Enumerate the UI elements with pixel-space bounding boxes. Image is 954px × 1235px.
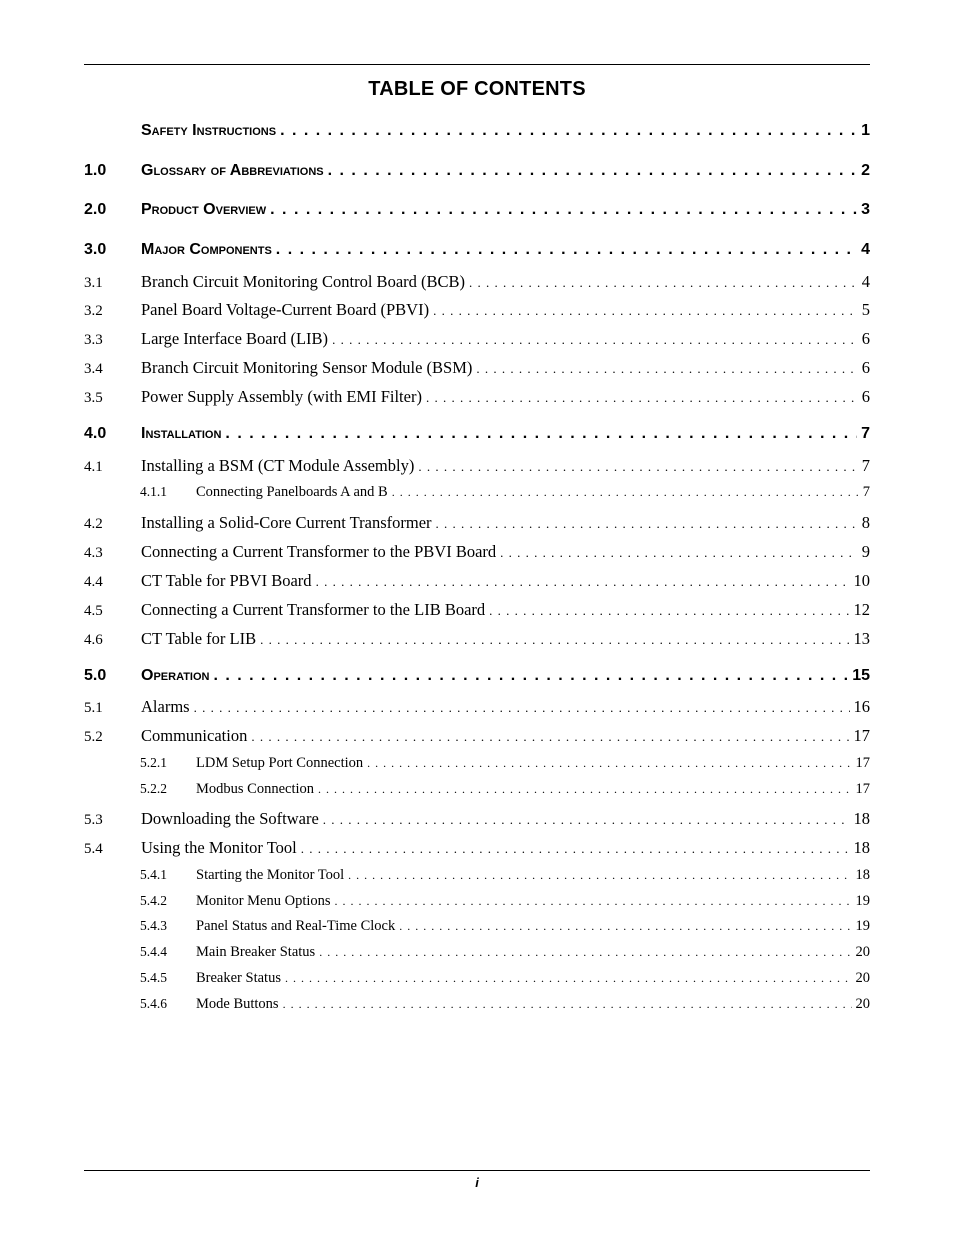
toc-entry[interactable] [84, 944, 870, 961]
dot-leader [399, 919, 851, 934]
toc-entry-page: 17 [855, 781, 870, 797]
toc-entry-page: 1 [861, 122, 870, 139]
dot-leader [426, 390, 858, 406]
toc-entry-title: Alarms [141, 697, 190, 716]
toc-entry-number: 5.0 [84, 667, 107, 684]
toc-entry-number: 5.2.1 [140, 755, 167, 770]
toc-entry-page: 6 [861, 358, 870, 377]
toc-entry-number: 4.1.1 [140, 484, 167, 499]
toc-entry-page: 3 [861, 201, 870, 218]
toc-entry-number: 2.0 [84, 201, 107, 218]
dot-leader [285, 971, 852, 986]
toc-entry-page: 20 [855, 970, 870, 986]
toc-entry[interactable] [84, 667, 870, 685]
toc-entry-title: Power Supply Assembly (with EMI Filter) [141, 387, 422, 406]
toc-entry[interactable] [84, 726, 870, 746]
page-number: i [475, 1175, 479, 1190]
toc-entry-number: 4.4 [84, 574, 103, 590]
toc-entry-page: 19 [855, 893, 870, 909]
toc-entry-number: 3.4 [84, 361, 103, 377]
toc-entry-title: Panel Status and Real-Time Clock [196, 918, 396, 934]
toc-entry[interactable] [84, 571, 870, 591]
toc-entry-page: 17 [853, 726, 870, 745]
toc-entry-title: CT Table for LIB [141, 629, 257, 648]
toc-entry[interactable] [84, 122, 870, 140]
dot-leader [476, 361, 857, 377]
toc-entry[interactable] [84, 629, 870, 649]
toc-entry[interactable] [84, 358, 870, 378]
toc-entry-number: 5.4.3 [140, 918, 167, 933]
toc-entry-number: 4.6 [84, 632, 103, 648]
toc-entry-page: 7 [862, 484, 870, 500]
toc-entry-title: Branch Circuit Monitoring Sensor Module (BSM) [141, 358, 473, 377]
toc-entry-page: 6 [861, 387, 870, 406]
toc-entry-page: 2 [861, 162, 870, 179]
toc-entry-title: CT Table for PBVI Board [141, 571, 312, 590]
dot-leader [436, 516, 858, 532]
toc-entry-title: Glossary of Abbreviations [141, 162, 324, 179]
toc-entry-page: 7 [861, 425, 870, 442]
toc-entry-title: Large Interface Board (LIB) [141, 329, 329, 348]
toc-entry-number: 3.5 [84, 390, 103, 406]
dot-leader [489, 603, 849, 619]
dot-leader [332, 332, 858, 348]
toc-entry-title: Starting the Monitor Tool [196, 867, 345, 883]
toc-entry[interactable] [84, 918, 870, 935]
toc-entry-title: Safety Instructions [141, 122, 277, 139]
toc-entry-number: 4.2 [84, 516, 103, 532]
toc-entry-page: 6 [861, 329, 870, 348]
toc-entry-title: Breaker Status [196, 970, 281, 986]
toc-entry-title: Main Breaker Status [196, 944, 316, 960]
dot-leader [335, 894, 852, 909]
toc-entry[interactable] [84, 162, 870, 180]
toc-entry[interactable] [84, 387, 870, 407]
toc-entry-number: 4.0 [84, 425, 107, 442]
toc-entry-page: 18 [853, 838, 870, 857]
toc-entry-page: 4 [861, 272, 870, 291]
dot-leader [469, 275, 858, 291]
toc-entry[interactable] [84, 867, 870, 884]
toc-entry[interactable] [84, 996, 870, 1013]
dot-leader [251, 729, 849, 745]
toc-entry-title: Mode Buttons [196, 996, 279, 1012]
dot-leader [213, 667, 848, 685]
toc-entry-page: 12 [853, 600, 870, 619]
toc-entry-title: Using the Monitor Tool [141, 838, 297, 857]
toc-entry-number: 3.3 [84, 332, 103, 348]
toc-entry-number: 5.4.2 [140, 893, 167, 908]
toc-entry-title: Monitor Menu Options [196, 893, 331, 909]
dot-leader [367, 756, 851, 771]
toc-entry-title: Installing a BSM (CT Module Assembly) [141, 456, 415, 475]
toc-entry[interactable] [84, 838, 870, 858]
dot-leader [225, 425, 857, 443]
dot-leader [392, 485, 859, 500]
toc-entry-number: 5.1 [84, 700, 103, 716]
dot-leader [318, 782, 851, 797]
dot-leader [433, 303, 858, 319]
toc-entry-number: 3.0 [84, 241, 107, 258]
toc-entry[interactable] [84, 201, 870, 219]
toc-entry-title: LDM Setup Port Connection [196, 755, 364, 771]
toc-entry[interactable] [84, 970, 870, 987]
dot-leader [500, 545, 858, 561]
toc-entry-number: 5.2.2 [140, 781, 167, 796]
toc-entry[interactable] [84, 600, 870, 620]
toc-entry[interactable] [84, 425, 870, 443]
dot-leader [260, 632, 849, 648]
toc-entry-page: 7 [861, 456, 870, 475]
dot-leader [418, 459, 857, 475]
dot-leader [323, 812, 850, 828]
toc-entry-title: Installation [141, 425, 222, 442]
toc-entry-page: 20 [855, 996, 870, 1012]
toc-entry[interactable] [84, 484, 870, 501]
toc-entry-page: 9 [861, 542, 870, 561]
toc-entry-number: 5.4 [84, 841, 103, 857]
toc-entry[interactable] [84, 300, 870, 320]
toc-entry-page: 10 [853, 571, 870, 590]
toc-entry[interactable] [84, 513, 870, 533]
toc-entry-title: Installing a Solid-Core Current Transformer [141, 513, 432, 532]
toc-entry[interactable] [84, 697, 870, 717]
toc-entry[interactable] [84, 542, 870, 562]
toc-entry[interactable] [84, 755, 870, 772]
toc-entry-title: Communication [141, 726, 248, 745]
toc-entry-title: Connecting a Current Transformer to the LIB Board [141, 600, 486, 619]
toc-entry[interactable] [84, 329, 870, 349]
toc-entry-title: Branch Circuit Monitoring Control Board (BCB) [141, 272, 466, 291]
dot-leader [194, 700, 850, 716]
toc-entry-title: Downloading the Software [141, 809, 319, 828]
toc-entry-number: 5.2 [84, 729, 103, 745]
toc-entry-number: 5.3 [84, 812, 103, 828]
toc-entry-title: Panel Board Voltage-Current Board (PBVI) [141, 300, 430, 319]
dot-leader [276, 241, 857, 259]
page-title: TABLE OF CONTENTS [368, 78, 586, 100]
toc-entry-title: Connecting a Current Transformer to the PBVI Board [141, 542, 497, 561]
toc-entry-title: Modbus Connection [196, 781, 315, 797]
toc-entry[interactable] [84, 809, 870, 829]
dot-leader [348, 868, 851, 883]
toc-entry-number: 4.5 [84, 603, 103, 619]
toc-entry-page: 15 [852, 667, 870, 684]
toc-entry-page: 18 [855, 867, 870, 883]
toc-entry-number: 1.0 [84, 162, 107, 179]
toc-entry[interactable] [84, 893, 870, 910]
toc-entry-page: 8 [861, 513, 870, 532]
dot-leader [316, 574, 850, 590]
toc-entry-page: 4 [861, 241, 870, 258]
toc-entry-number: 3.2 [84, 303, 103, 319]
toc-entry-number: 5.4.6 [140, 996, 167, 1011]
toc-entry-page: 17 [855, 755, 870, 771]
dot-leader [301, 841, 850, 857]
toc-entry-number: 3.1 [84, 275, 103, 291]
toc-entry[interactable] [84, 781, 870, 798]
toc-entry[interactable] [84, 456, 870, 476]
dot-leader [280, 122, 857, 140]
toc-entry-page: 13 [853, 629, 870, 648]
toc-entry-page: 20 [855, 944, 870, 960]
toc-entry-page: 19 [855, 918, 870, 934]
dot-leader [328, 162, 857, 180]
toc-entry-number: 4.3 [84, 545, 103, 561]
toc-entry-number: 5.4.4 [140, 944, 167, 959]
toc-entry[interactable] [84, 241, 870, 259]
toc-entry-title: Operation [141, 667, 210, 684]
footer-rule [84, 1170, 870, 1171]
toc-entry[interactable] [84, 272, 870, 292]
toc-entry-number: 5.4.1 [140, 867, 167, 882]
toc-entry-title: Connecting Panelboards A and B [196, 484, 388, 500]
toc-entry-title: Product Overview [141, 201, 267, 218]
dot-leader [319, 945, 851, 960]
dot-leader [270, 201, 857, 219]
toc-entry-number: 5.4.5 [140, 970, 167, 985]
toc-entry-page: 18 [853, 809, 870, 828]
dot-leader [283, 997, 852, 1012]
toc-entry-page: 5 [861, 300, 870, 319]
toc-entry-page: 16 [853, 697, 870, 716]
toc-entry-title: Major Components [141, 241, 272, 258]
toc-entry-number: 4.1 [84, 459, 103, 475]
